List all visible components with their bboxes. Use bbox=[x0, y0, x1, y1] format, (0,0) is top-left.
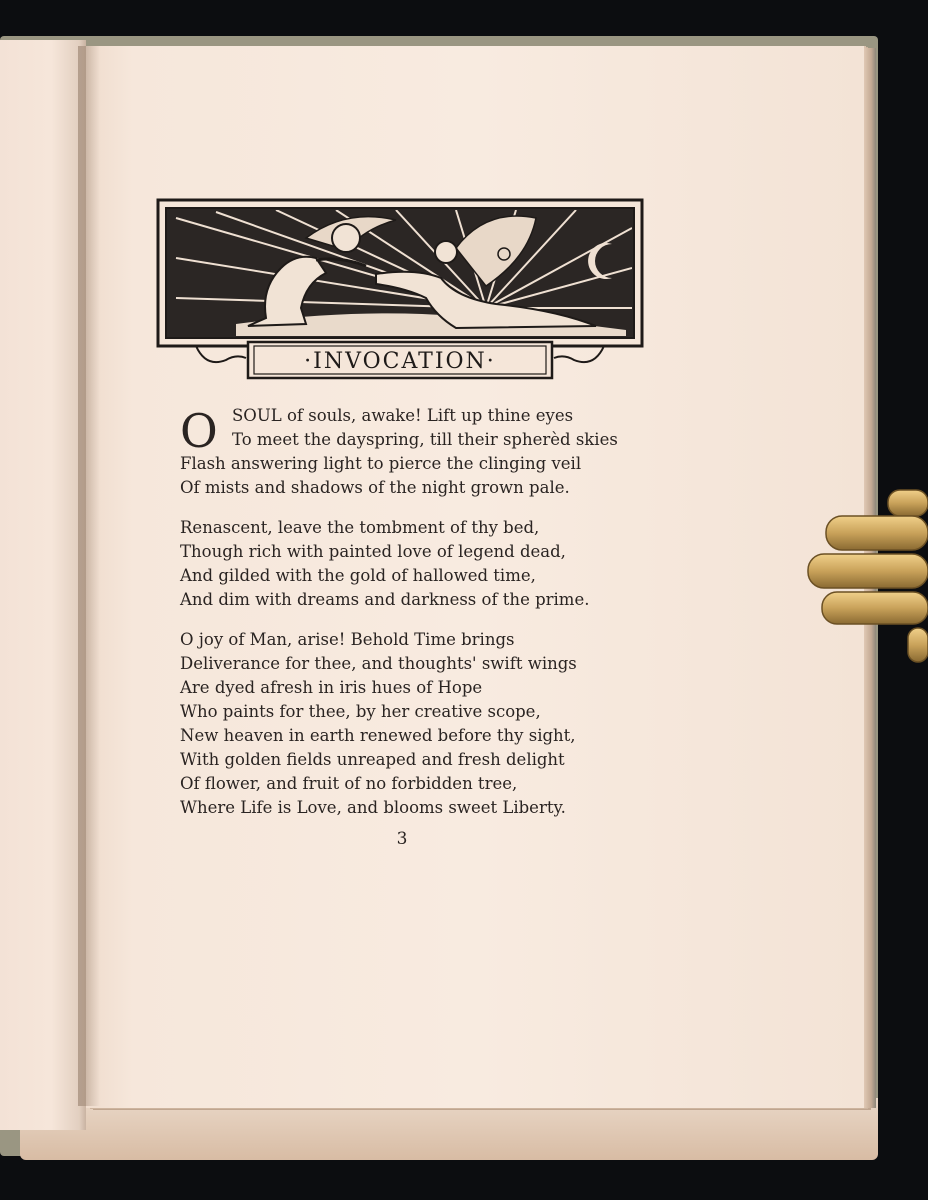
poem-line: Though rich with painted love of legend dead, bbox=[180, 542, 566, 561]
chapter-title: ·INVOCATION· bbox=[304, 349, 496, 374]
poem-body bbox=[180, 404, 650, 836]
left-page bbox=[0, 40, 86, 1130]
poem-line: Flash answering light to pierce the clinging veil bbox=[180, 454, 582, 473]
drop-cap: O bbox=[180, 404, 218, 458]
poem-line: Renascent, leave the tombment of thy bed, bbox=[180, 518, 540, 537]
poem-line: New heaven in earth renewed before thy sight, bbox=[180, 726, 576, 745]
poem-line: With golden fields unreaped and fresh delight bbox=[180, 750, 565, 769]
poem-line: SOUL of souls, awake! Lift up thine eyes bbox=[232, 406, 574, 425]
book-gutter bbox=[78, 46, 100, 1106]
poem-line: Deliverance for thee, and thoughts' swift wings bbox=[180, 654, 577, 673]
poem-line: Who paints for thee, by her creative scope, bbox=[180, 702, 541, 721]
poem-line: Of mists and shadows of the night grown pale. bbox=[180, 478, 570, 497]
poem-line: Are dyed afresh in iris hues of Hope bbox=[180, 678, 483, 697]
header-illustration bbox=[156, 198, 644, 382]
poem-line: And gilded with the gold of hallowed time, bbox=[180, 566, 536, 585]
page-number: 3 bbox=[396, 829, 408, 849]
poem-line: O joy of Man, arise! Behold Time brings bbox=[180, 630, 515, 649]
poem-line: Of flower, and fruit of no forbidden tree, bbox=[180, 774, 518, 793]
poem-line: To meet the dayspring, till their spherèd skies bbox=[232, 430, 618, 449]
poem-line: Where Life is Love, and blooms sweet Liberty. bbox=[180, 798, 566, 817]
stanza-3 bbox=[180, 628, 650, 820]
stanza-2 bbox=[180, 516, 650, 612]
brass-hand-clip-icon bbox=[804, 488, 928, 668]
stanza-1 bbox=[180, 404, 650, 500]
poem-line: And dim with dreams and darkness of the prime. bbox=[180, 590, 590, 609]
